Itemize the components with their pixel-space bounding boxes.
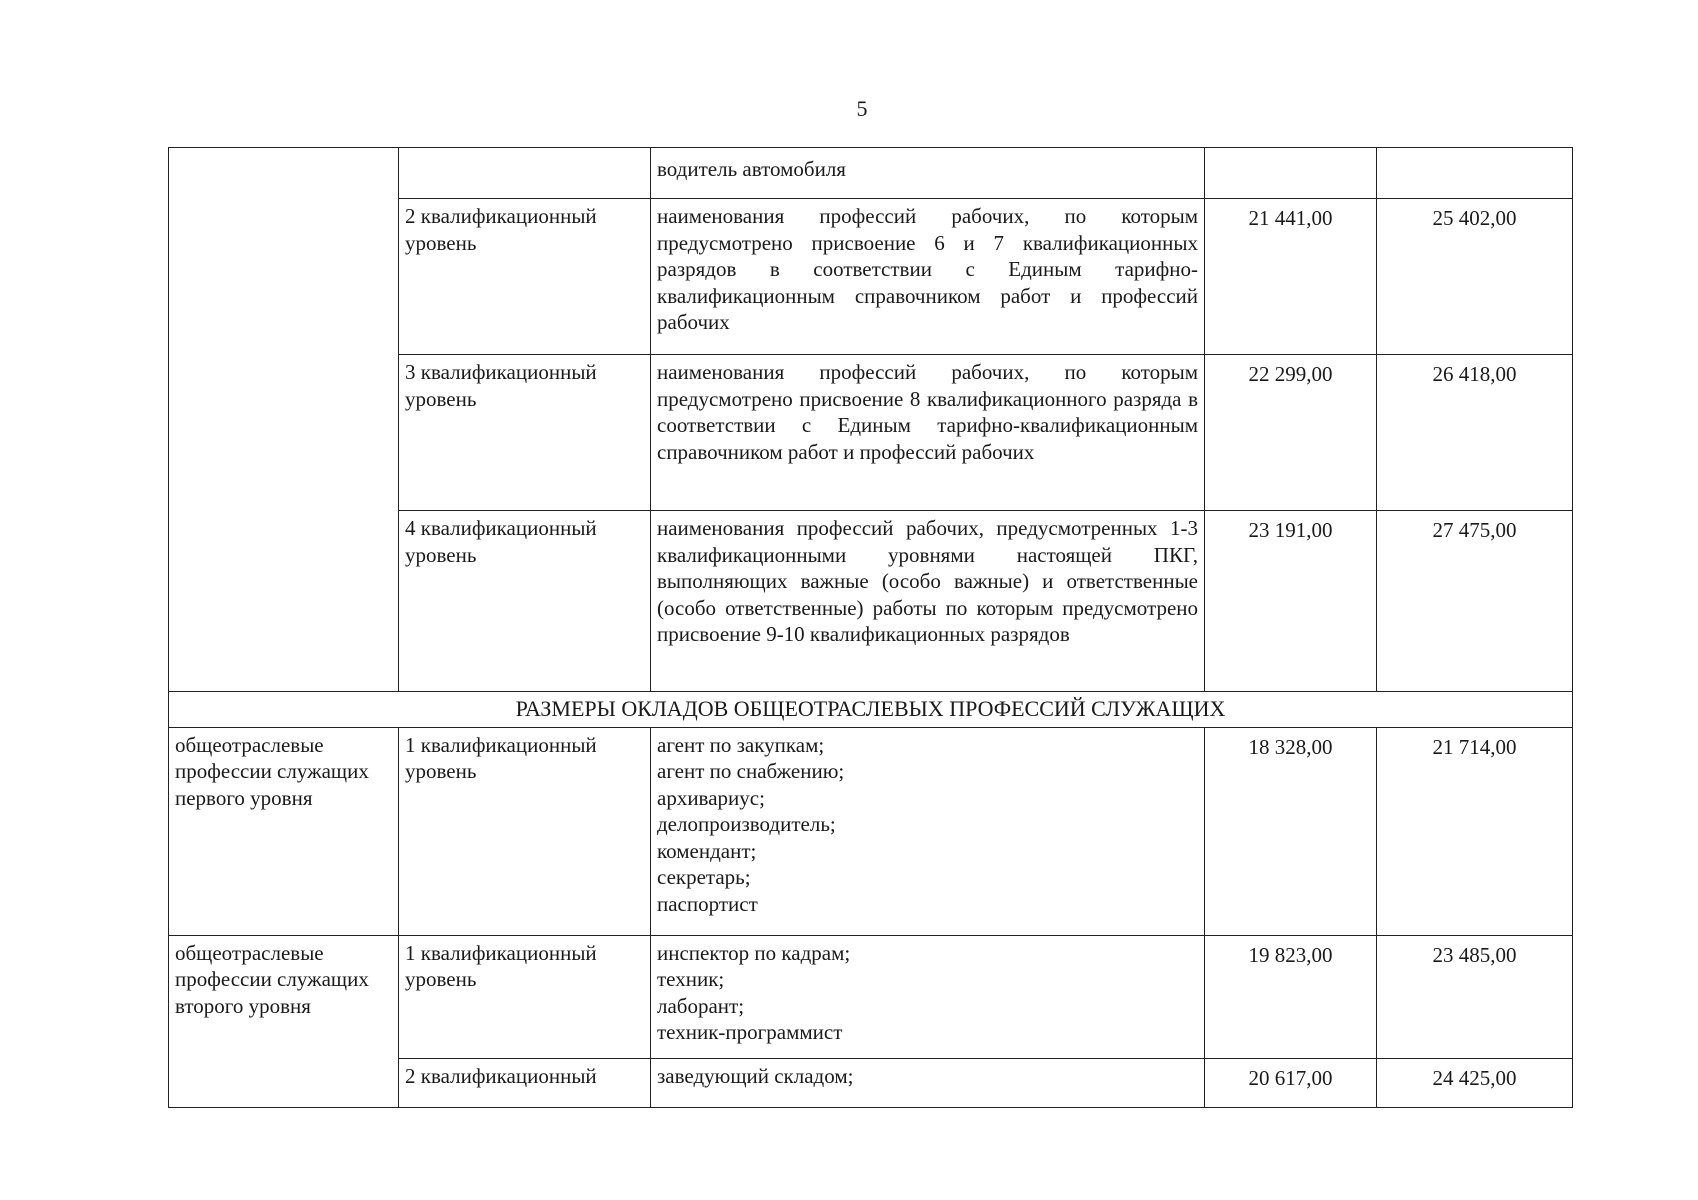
- max-salary: 21 714,00: [1377, 727, 1573, 935]
- group-name: общеотраслевые профессии служащих первого уровня: [169, 727, 399, 935]
- level-cell: 2 квалификационный уровень: [399, 199, 651, 355]
- salary-table: [168, 147, 1573, 1108]
- profession-list: [651, 935, 1205, 1058]
- profession-list: [651, 1058, 1205, 1107]
- max-salary: 25 402,00: [1377, 199, 1573, 355]
- profession-description: наименования профессий рабочих, по которым предусмотрено присвоение 6 и 7 квалификационных разрядов в соответствии с Единым тарифно-квалификационным справочником работ и профессий рабочих: [651, 199, 1205, 355]
- profession-item: архивариус;: [657, 785, 765, 810]
- section-header: РАЗМЕРЫ ОКЛАДОВ ОБЩЕОТРАСЛЕВЫХ ПРОФЕССИЙ СЛУЖАЩИХ: [169, 692, 1573, 728]
- profession-list: [651, 727, 1205, 935]
- min-salary: 21 441,00: [1205, 199, 1377, 355]
- min-salary: 19 823,00: [1205, 935, 1377, 1058]
- profession-item: паспортист: [657, 891, 758, 916]
- max-salary: 23 485,00: [1377, 935, 1573, 1058]
- max-salary: 24 425,00: [1377, 1058, 1573, 1107]
- level-cell: 3 квалификационный уровень: [399, 355, 651, 511]
- profession-item: агент по закупкам;: [657, 732, 825, 757]
- min-salary: [1205, 148, 1377, 199]
- level-cell: 1 квалификационный уровень: [399, 727, 651, 935]
- max-salary: 26 418,00: [1377, 355, 1573, 511]
- min-salary: 23 191,00: [1205, 511, 1377, 692]
- profession-description: водитель автомобиля: [651, 148, 1205, 199]
- profession-item: делопроизводитель;: [657, 812, 836, 836]
- max-salary: [1377, 148, 1573, 199]
- profession-description: наименования профессий рабочих, по которым предусмотрено присвоение 8 квалификационного разряда в соответствии с Единым тарифно-квалификационным справочником работ и профессий рабочих: [651, 355, 1205, 511]
- level-cell: 2 квалификационный: [399, 1058, 651, 1107]
- level-cell: 4 квалификационный уровень: [399, 511, 651, 692]
- min-salary: 18 328,00: [1205, 727, 1377, 935]
- profession-item: техник;: [657, 967, 725, 991]
- section-header-row: [169, 692, 1573, 728]
- profession-description: наименования профессий рабочих, предусмотренных 1-3 квалификационными уровнями настоящей ПКГ, выполняющих важные (особо важные) и ответственные (особо ответственные) работы по которым предусмотрено присвоение 9-10 квалификационных разрядов: [651, 511, 1205, 692]
- table-row: [169, 148, 1573, 199]
- profession-item: агент по снабжению;: [657, 759, 845, 783]
- min-salary: 22 299,00: [1205, 355, 1377, 511]
- level-cell: 1 квалификационный уровень: [399, 935, 651, 1058]
- max-salary: 27 475,00: [1377, 511, 1573, 692]
- table-row: [169, 727, 1573, 935]
- min-salary: 20 617,00: [1205, 1058, 1377, 1107]
- page-number: 5: [856, 96, 868, 121]
- profession-item: инспектор по кадрам;: [657, 940, 851, 965]
- profession-item: комендант;: [657, 838, 757, 863]
- profession-item: заведующий складом;: [657, 1063, 854, 1088]
- level-cell: [399, 148, 651, 199]
- group-name-cell-empty: [169, 148, 399, 692]
- profession-item: техник-программист: [657, 1020, 843, 1044]
- profession-item: секретарь;: [657, 865, 751, 889]
- profession-item: лаборант;: [657, 993, 745, 1018]
- table-row: [169, 935, 1573, 1058]
- group-name: общеотраслевые профессии служащих второго уровня: [169, 935, 399, 1107]
